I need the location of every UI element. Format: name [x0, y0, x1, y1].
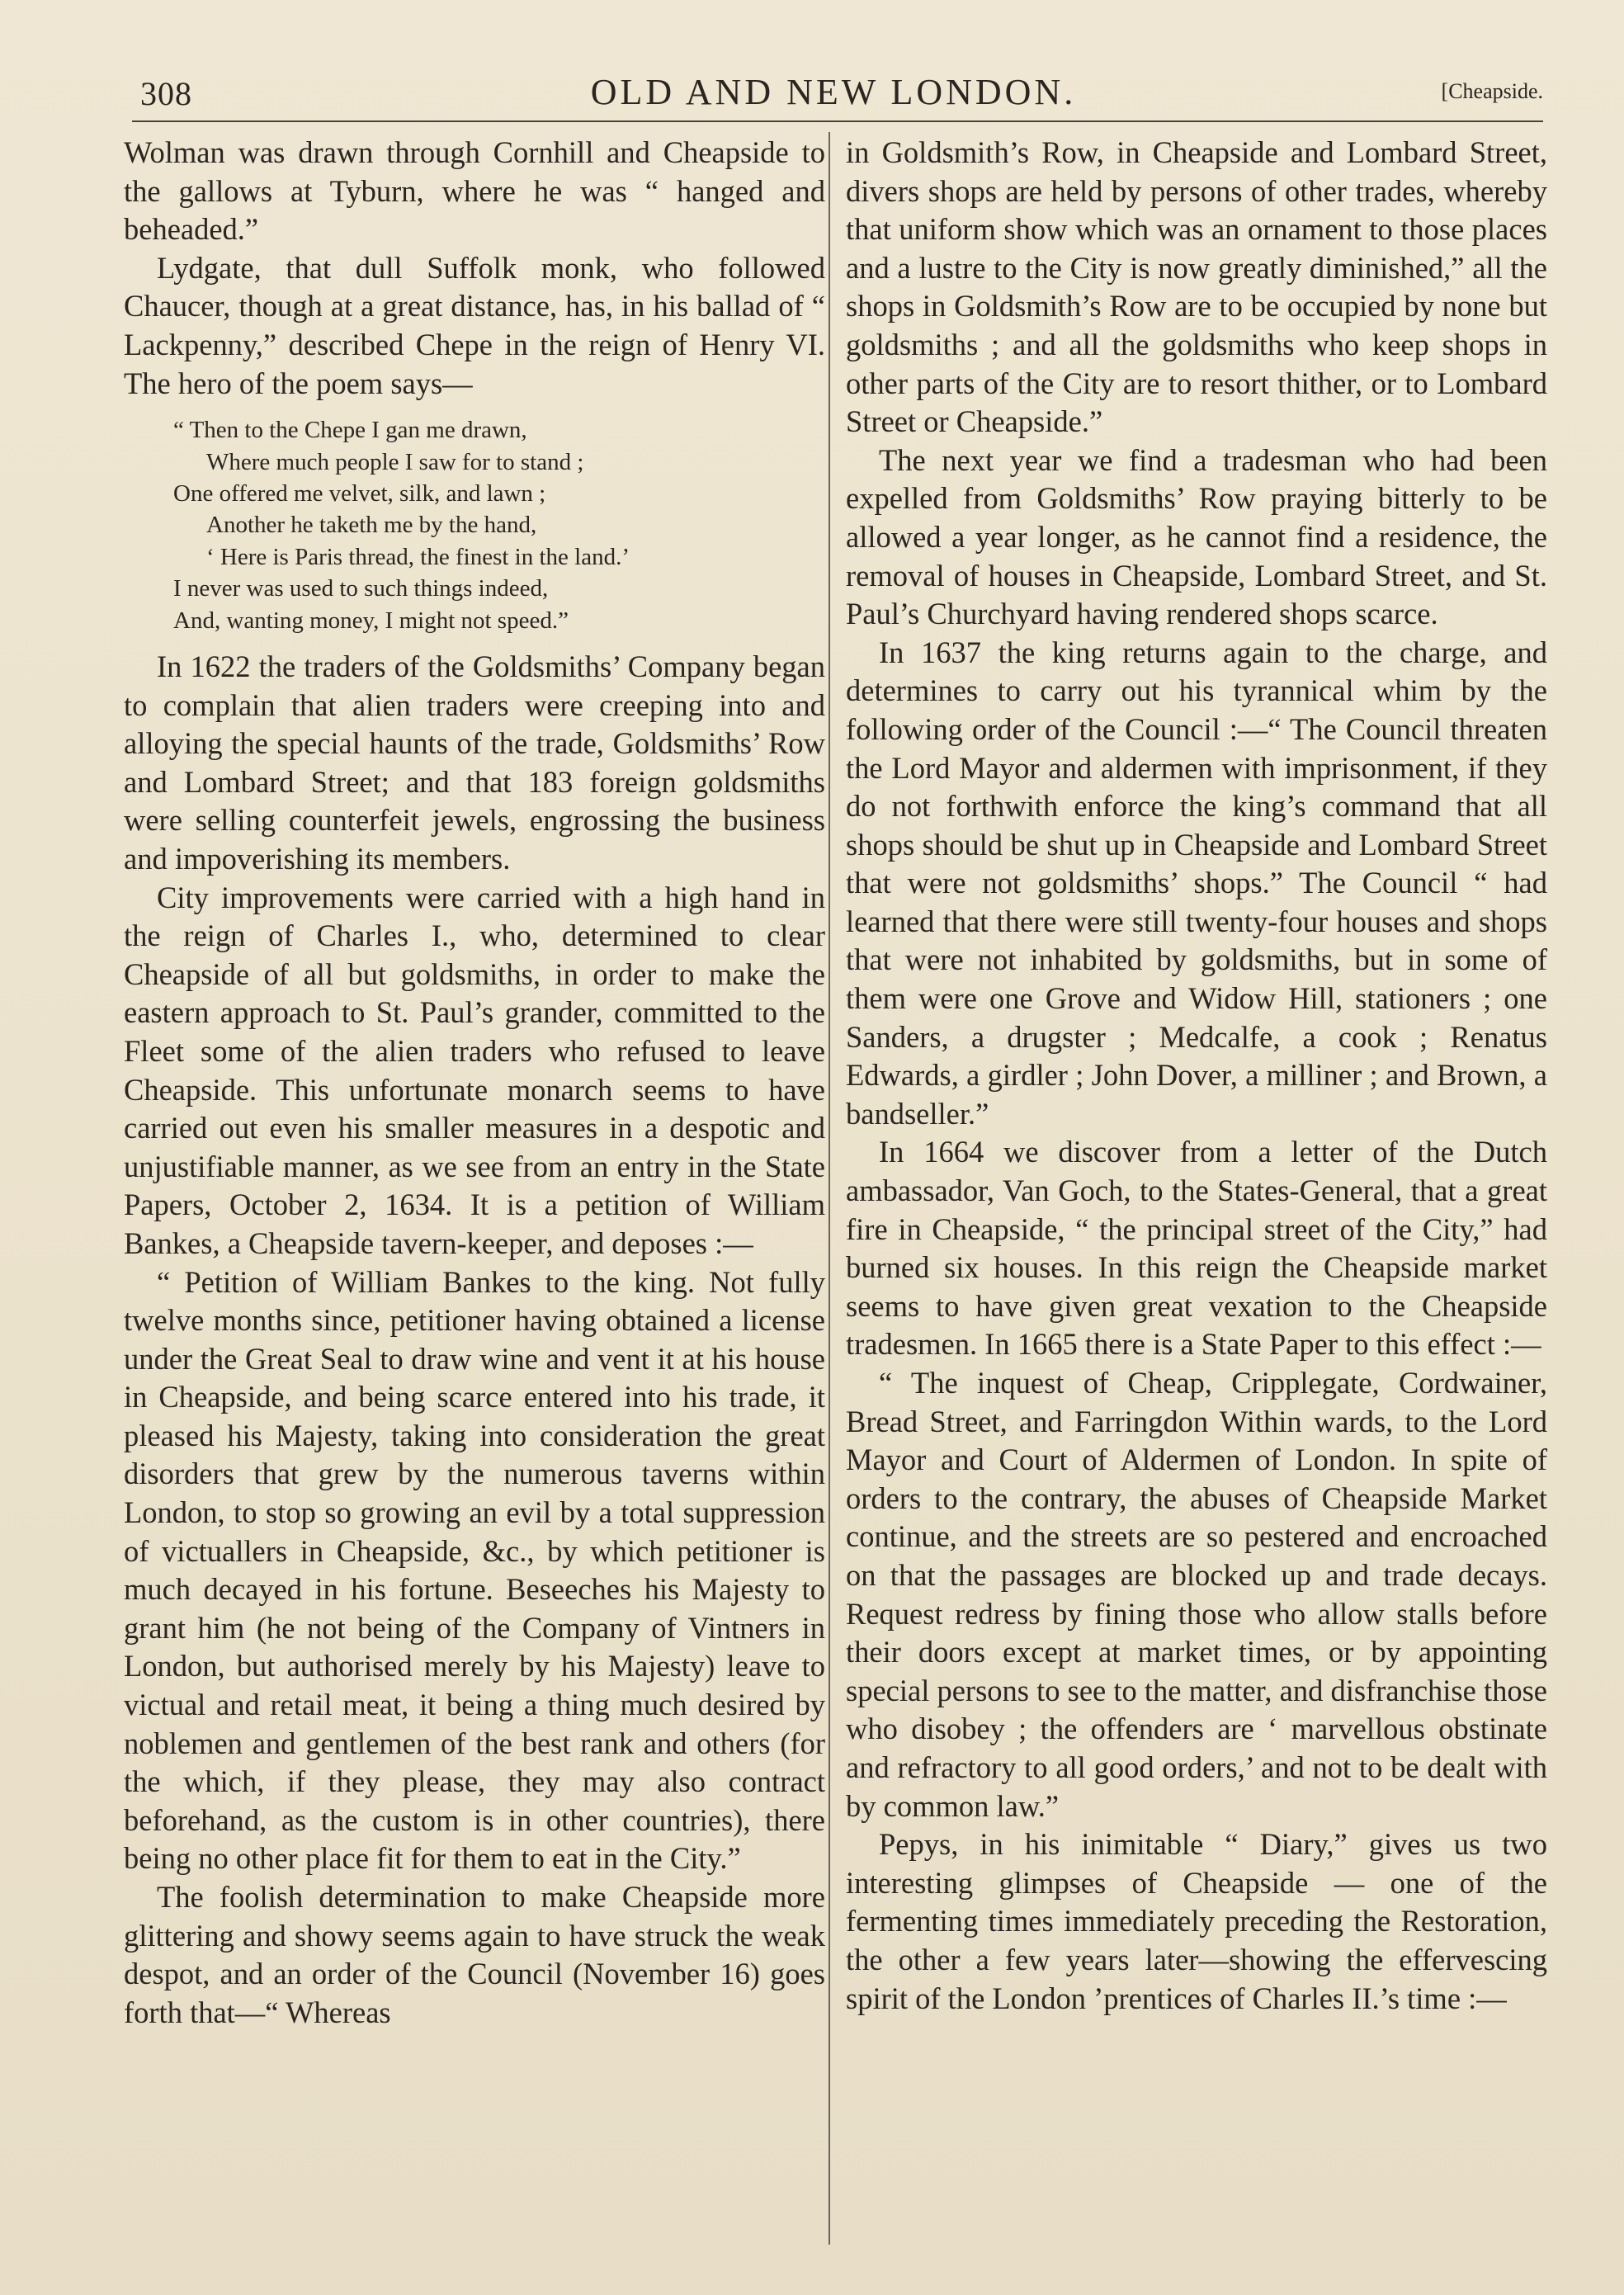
left-paragraph-4: City improvements were carried with a high hand in the reign of Charles I., who, determined to clear Cheapside of all but goldsmiths, in order to make the eastern approach to St. Paul’s grander, committed to the Fleet some of the alien traders who refused to leave Cheapside. This unfortunate monarch seems to have carried out even his smaller measures in a despotic and unjustifiable manner, as we see from an entry in the State Papers, October 2, 1634. It is a petition of William Bankes, a Cheapside tavern-keeper, and deposes :—	[124, 880, 825, 1260]
left-paragraph-6: The foolish determination to make Cheapside more glittering and showy seems again to have struck the weak despot, and an order of the Council (November 16) goes forth that—“ Whereas	[124, 1880, 825, 2029]
right-paragraph-6: Pepys, in his inimitable “ Diary,” gives us two interesting glimpses of Cheapside — one of the fermenting times immediately preceding the Restoration, the other a few years later—showing the effervescing spirit of the London ’prentices of Charles II.’s time :—	[846, 1827, 1547, 2015]
section-label: [Cheapside.	[1441, 79, 1543, 103]
poem-line-3: One offered me velvet, silk, and lawn ;	[173, 479, 546, 507]
lackpenny-poem	[173, 414, 825, 636]
page-number: 308	[140, 75, 192, 112]
header-rule	[132, 120, 1543, 122]
poem-line-7: And, wanting money, I might not speed.”	[173, 607, 569, 634]
poem-line-4: Another he taketh me by the hand,	[206, 512, 537, 539]
left-column	[124, 134, 825, 2032]
column-divider	[829, 132, 830, 2245]
left-paragraph-2: Lydgate, that dull Suffolk monk, who followed Chaucer, though at a great distance, has, in his ballad of “ Lackpenny,” described Chepe in the reign of Henry VI. The hero of the poem says—	[124, 250, 825, 400]
right-column	[846, 134, 1547, 2018]
right-paragraph-4: In 1664 we discover from a letter of the Dutch ambassador, Van Goch, to the States-General, that a great fire in Cheapside, “ the principal street of the City,” had burned six houses. In this reign the Cheapside market seems to have given great vexation to the Cheapside tradesmen. In 1665 there is a State Paper to this effect :—	[846, 1135, 1547, 1362]
right-paragraph-3: In 1637 the king returns again to the charge, and determines to carry out his tyrannical whim by the following order of the Council :—“ The Council threaten the Lord Mayor and aldermen with imprisonment, if they do not forthwith enforce the king’s command that all shops should be shut up in Cheapside and Lombard Street that were not goldsmiths’ shops.” The Council “ had learned that there were still twenty-four houses and shops that were not inhabited by goldsmiths, but in some of them were one Grove and Widow Hill, stationers ; one Sanders, a drugster ; Medcalfe, a cook ; Renatus Edwards, a girdler ; John Dover, a milliner ; and Brown, a bandseller.”	[846, 635, 1547, 1131]
poem-line-5: ‘ Here is Paris thread, the finest in the land.’	[206, 543, 630, 570]
left-paragraph-5: “ Petition of William Bankes to the king. Not fully twelve months since, petitioner having obtained a license under the Great Seal to draw wine and vent it at his house in Cheapside, and being scarce entered into his trade, it pleased his Majesty, taking into consideration the great disorders that grew by the numerous taverns within London, to stop so growing an evil by a total suppression of victuallers in Cheapside, &c., by which petitioner is much decayed in his fortune. Beseeches his Majesty to grant him (he not being of the Company of Vintners in London, but authorised merely by his Majesty) leave to victual and retail meat, it being a thing much desired by noblemen and gentlemen of the best rank and others (for the which, if they please, they may also contract beforehand, as the custom is in other countries), there being no other place fit for them to eat in the City.”	[124, 1264, 825, 1876]
running-title: OLD AND NEW LONDON.	[590, 72, 1077, 112]
right-paragraph-5: “ The inquest of Cheap, Cripplegate, Cordwainer, Bread Street, and Farringdon Within wards, to the Lord Mayor and Court of Aldermen of London. In spite of orders to the contrary, the abuses of Cheapside Market continue, and the streets are so pestered and encroached on that the passages are blocked up and trade decays. Request redress by fining those who allow stalls before their doors except at market times, or by appointing special persons to see to the matter, and disfranchise those who disobey ; the offenders are ‘ marvellous obstinate and refractory to all good orders,’ and not to be dealt with by common law.”	[846, 1366, 1547, 1823]
poem-line-6: I never was used to such things indeed,	[173, 575, 549, 602]
poem-line-1: “ Then to the Chepe I gan me drawn,	[173, 417, 527, 444]
right-paragraph-2: The next year we find a tradesman who had been expelled from Goldsmiths’ Row praying bitterly to be allowed a year longer, as he cannot find a residence, the removal of houses in Cheapside, Lombard Street, and St. Paul’s Churchyard having rendered shops scarce.	[846, 442, 1547, 631]
right-paragraph-1: in Goldsmith’s Row, in Cheapside and Lombard Street, divers shops are held by persons of other trades, whereby that uniform show which was an ornament to those places and a lustre to the City is now greatly diminished,” all the shops in Goldsmith’s Row are to be occupied by none but goldsmiths ; and all the goldsmiths who keep shops in other parts of the City are to resort thither, or to Lombard Street or Cheapside.”	[846, 135, 1547, 439]
left-paragraph-3: In 1622 the traders of the Goldsmiths’ Company began to complain that alien traders were creeping into and alloying the special haunts of the trade, Goldsmiths’ Row and Lombard Street; and that 183 foreign goldsmiths were selling counterfeit jewels, engrossing the business and impoverishing its members.	[124, 649, 825, 876]
page-header	[124, 66, 1543, 116]
left-paragraph-1: Wolman was drawn through Cornhill and Cheapside to the gallows at Tyburn, where he was “ hanged and beheaded.”	[124, 135, 825, 247]
poem-line-2: Where much people I saw for to stand ;	[206, 448, 584, 475]
